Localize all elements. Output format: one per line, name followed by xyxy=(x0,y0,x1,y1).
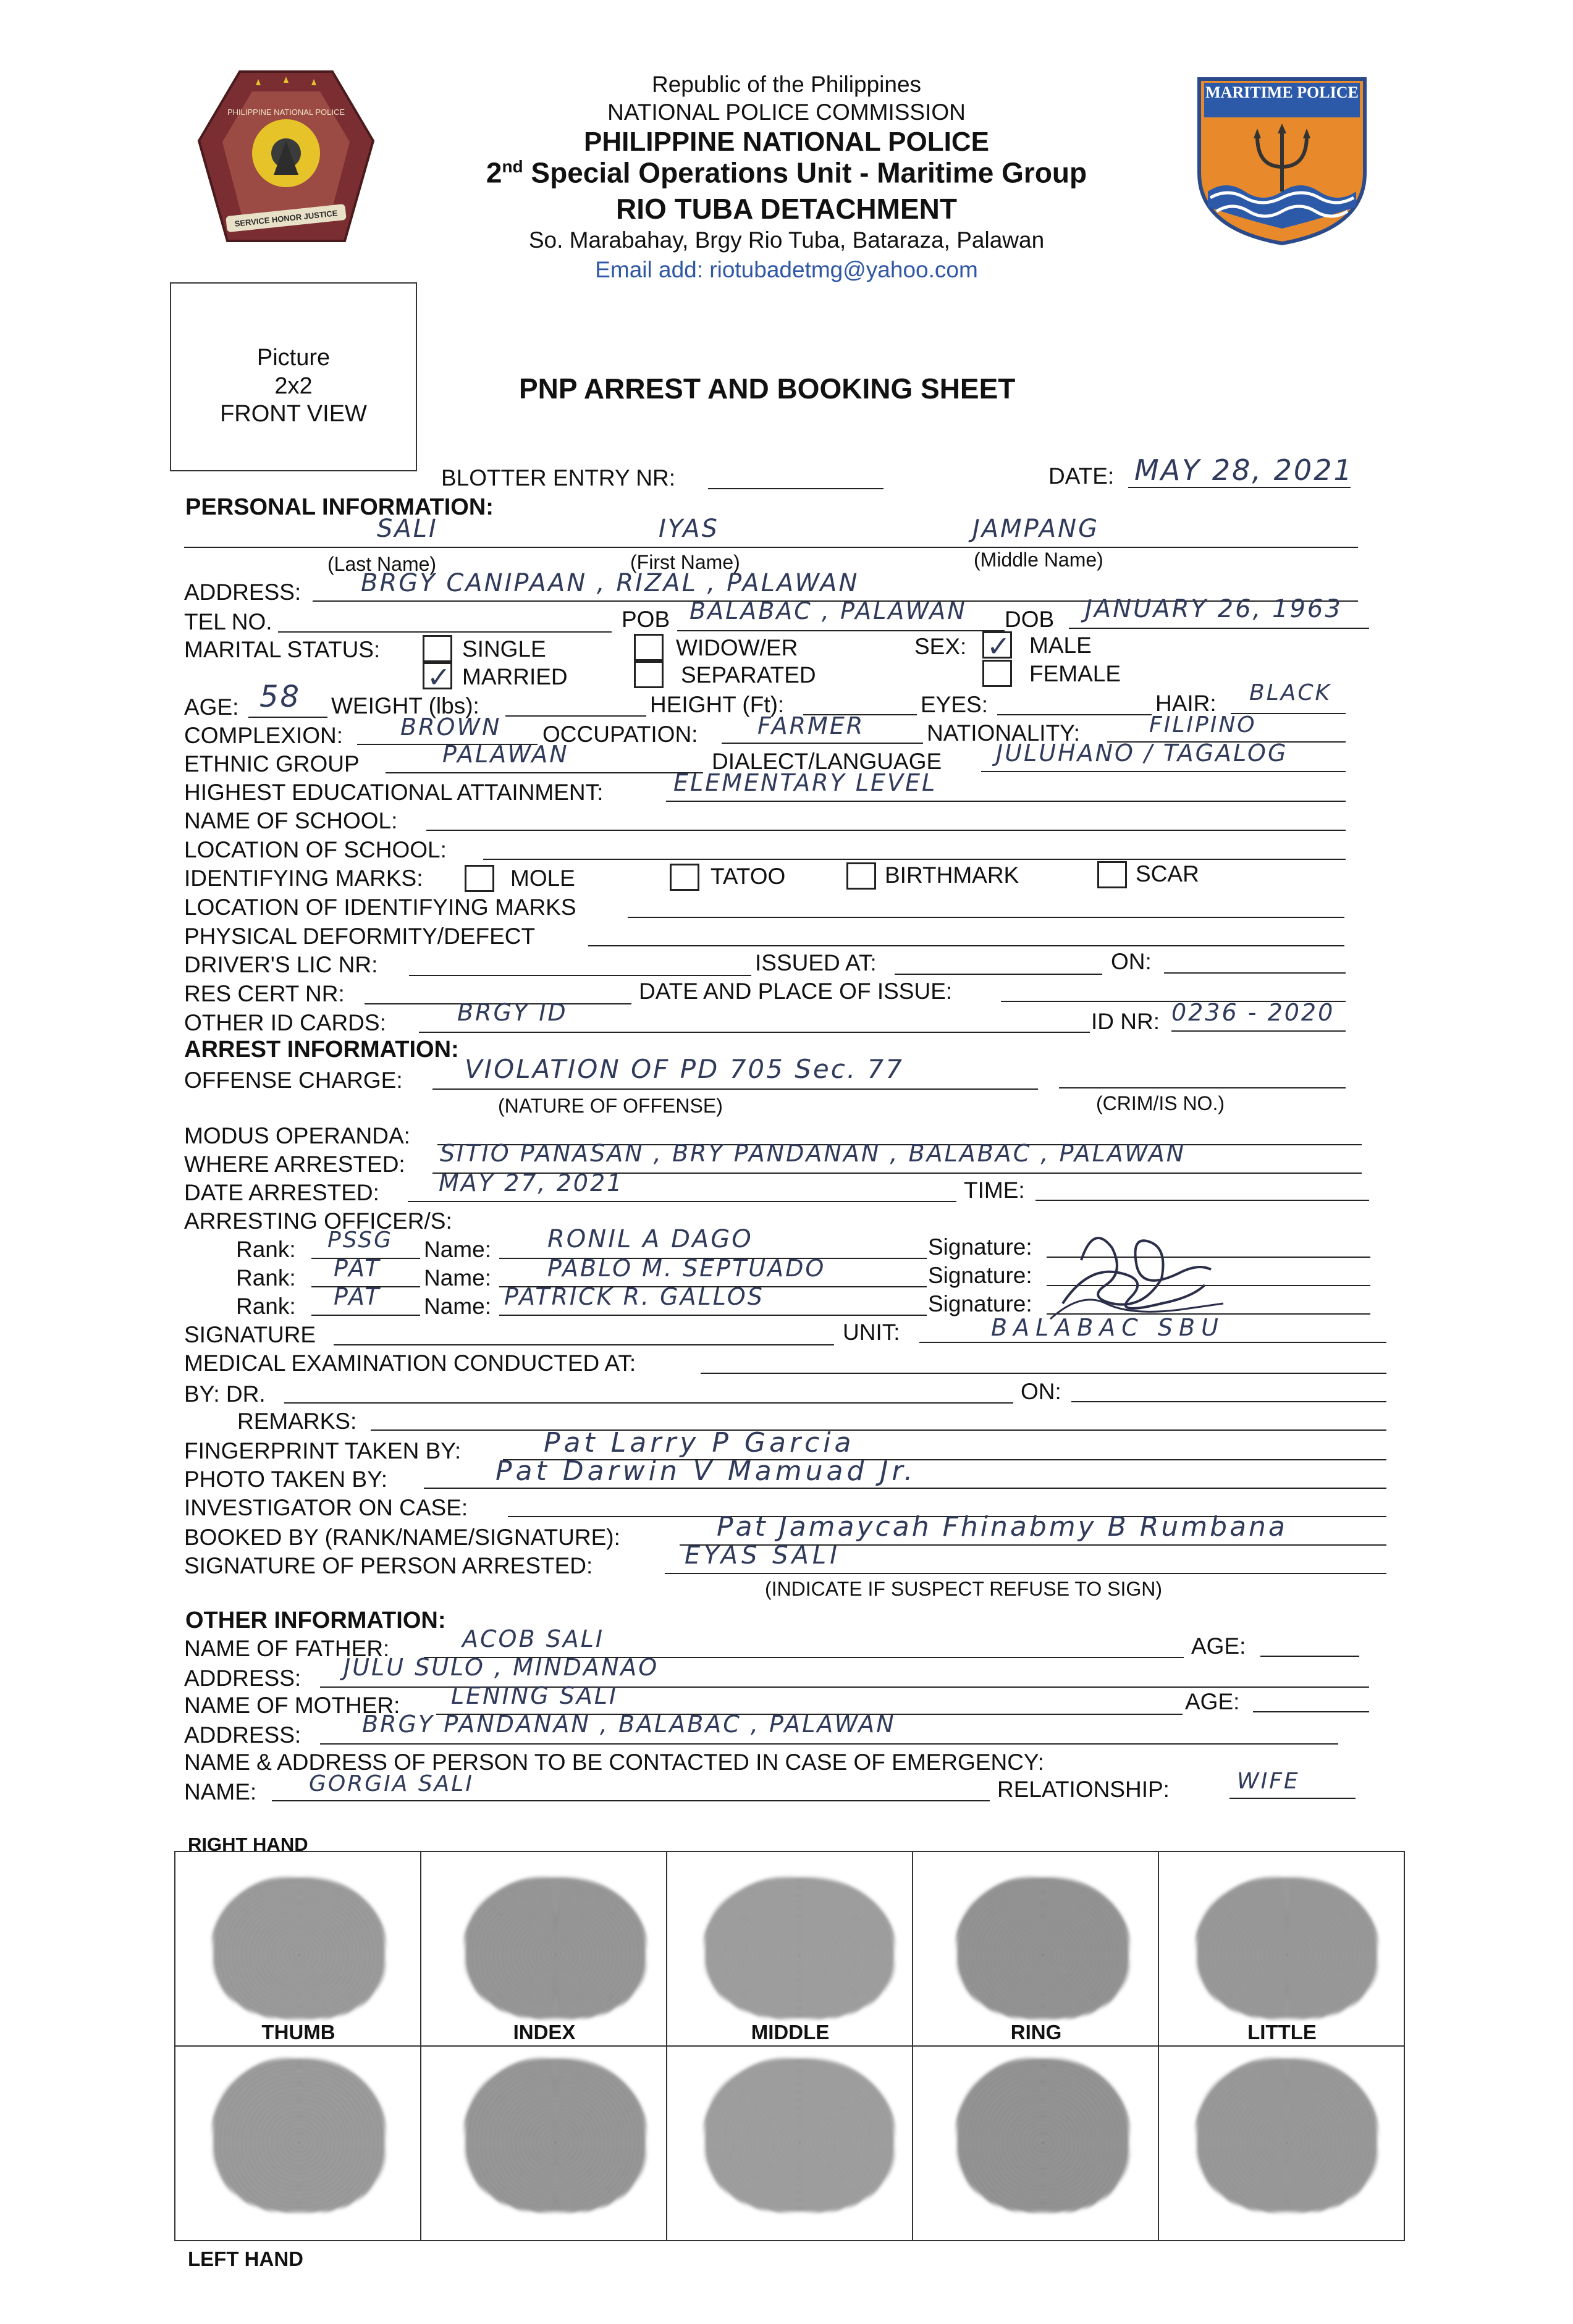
header-republic: Republic of the Philippines xyxy=(651,72,922,97)
married-label: MARRIED xyxy=(462,664,568,689)
officer3-signature-label: Signature: xyxy=(928,1291,1032,1316)
officer3-rank-label: Rank: xyxy=(236,1294,296,1319)
mother-age-field[interactable] xyxy=(1253,1711,1369,1712)
hair-value: BLACK xyxy=(1249,680,1332,705)
occupation-label: OCCUPATION: xyxy=(542,722,698,747)
finger-label-3: RING xyxy=(913,2022,1159,2042)
officer1-name-value: RONIL A DAGO xyxy=(547,1225,753,1253)
officer-signatures-scribble xyxy=(1038,1211,1260,1328)
age-label: AGE: xyxy=(184,694,239,720)
right-fingerprint-box-3 xyxy=(912,1851,1159,2047)
sex-label: SEX: xyxy=(914,634,967,659)
occupation-value: FARMER xyxy=(757,712,865,739)
lic-on-field[interactable] xyxy=(1164,972,1346,974)
hair-label: HAIR: xyxy=(1155,691,1217,716)
id-nr-value: 0236 - 2020 xyxy=(1171,999,1335,1026)
right-fingerprint-box-4 xyxy=(1158,1851,1405,2047)
finger-label-0: THUMB xyxy=(175,2022,421,2042)
fingerprint-grid xyxy=(174,1851,1405,2240)
res-cert-label: RES CERT NR: xyxy=(184,981,345,1006)
middle-name-value: JAMPANG xyxy=(972,515,1100,543)
issued-at-label: ISSUED AT: xyxy=(755,950,877,975)
unit-value: BALABAC SBU xyxy=(991,1314,1225,1341)
officer1-name-label: Name: xyxy=(424,1237,491,1262)
first-name-caption: (First Name) xyxy=(630,551,740,573)
fingerprint-impression xyxy=(213,1877,386,2019)
person-arrested-signature-label: SIGNATURE OF PERSON ARRESTED: xyxy=(184,1553,593,1578)
officer3-name-label: Name: xyxy=(424,1294,491,1319)
address-value: BRGY CANIPAAN , RIZAL , PALAWAN xyxy=(361,569,859,597)
officer2-name-label: Name: xyxy=(424,1265,491,1290)
exam-on-label: ON: xyxy=(1021,1379,1061,1404)
photo-box-line2: 2x2 xyxy=(274,373,313,399)
offense-field[interactable] xyxy=(432,1088,1038,1090)
dialect-field[interactable] xyxy=(981,771,1346,772)
photo-box-line3: FRONT VIEW xyxy=(220,401,367,427)
weight-field[interactable] xyxy=(505,715,646,717)
blotter-field[interactable] xyxy=(708,488,883,489)
scar-label: SCAR xyxy=(1136,861,1199,886)
marks-location-label: LOCATION OF IDENTIFYING MARKS xyxy=(184,895,576,920)
female-label: FEMALE xyxy=(1029,661,1121,686)
first-name-value: IYAS xyxy=(659,515,719,543)
header-unit-ordinal: nd xyxy=(502,157,523,176)
seal-ring-text: PHILIPPINE NATIONAL POLICE xyxy=(227,107,345,117)
nationality-label: NATIONALITY: xyxy=(927,720,1081,746)
married-check-mark: ✓ xyxy=(427,660,451,694)
left-fingerprint-box-4 xyxy=(1158,2045,1405,2241)
tel-label: TEL NO. xyxy=(184,609,272,634)
time-field[interactable] xyxy=(1035,1200,1369,1201)
fingerprint-impression xyxy=(1196,1877,1378,2019)
officer1-rank-label: Rank: xyxy=(236,1237,296,1262)
tatoo-label: TATOO xyxy=(711,864,786,889)
lic-on-label: ON: xyxy=(1111,949,1152,974)
birthmark-label: BIRTHMARK xyxy=(885,862,1019,888)
ethnic-group-field[interactable] xyxy=(386,772,703,773)
fingerprint-by-label: FINGERPRINT TAKEN BY: xyxy=(184,1438,462,1463)
modus-label: MODUS OPERANDA: xyxy=(184,1123,410,1148)
left-fingerprint-box-2 xyxy=(666,2045,913,2241)
other-id-label: OTHER ID CARDS: xyxy=(184,1010,386,1035)
fingerprint-impression xyxy=(704,1877,895,2019)
school-location-label: LOCATION OF SCHOOL: xyxy=(184,837,447,862)
tel-field[interactable] xyxy=(278,631,612,633)
single-label: SINGLE xyxy=(462,636,546,662)
photo-box xyxy=(170,282,417,471)
arresting-officers-label: ARRESTING OFFICER/S: xyxy=(184,1208,452,1234)
finger-label-1: INDEX xyxy=(421,2022,667,2042)
refuse-to-sign-caption: (INDICATE IF SUSPECT REFUSE TO SIGN) xyxy=(765,1578,1163,1600)
education-label: HIGHEST EDUCATIONAL ATTAINMENT: xyxy=(184,780,604,805)
marital-status-label: MARITAL STATUS: xyxy=(184,637,381,662)
dob-label: DOB xyxy=(1005,607,1055,632)
badge-title-text: MARITIME POLICE xyxy=(1205,83,1359,101)
exam-on-field[interactable] xyxy=(1071,1401,1386,1402)
fingerprint-impression xyxy=(956,2058,1129,2212)
fingerprint-impression xyxy=(213,2058,386,2212)
medical-exam-label: MEDICAL EXAMINATION CONDUCTED AT: xyxy=(184,1350,636,1376)
booked-by-value: Pat Jamaycah Fhinabmy B Rumbana xyxy=(717,1511,1288,1543)
father-address-value: JULU SULO , MINDANAO xyxy=(344,1654,659,1681)
date-arrested-field[interactable] xyxy=(408,1201,956,1202)
medical-exam-field[interactable] xyxy=(701,1373,1386,1374)
emergency-name-value: GORGIA SALI xyxy=(309,1771,474,1796)
mother-address-label: ADDRESS: xyxy=(184,1722,302,1748)
officer3-rank-value: PAT xyxy=(334,1283,381,1310)
photo-by-label: PHOTO TAKEN BY: xyxy=(184,1467,387,1492)
fingerprint-impression xyxy=(1196,2058,1378,2212)
birthmark-checkbox[interactable] xyxy=(846,862,876,890)
blotter-label: BLOTTER ENTRY NR: xyxy=(441,465,675,490)
full-name-field[interactable] xyxy=(184,547,1358,548)
pob-label: POB xyxy=(622,607,670,632)
single-checkbox[interactable] xyxy=(423,635,452,662)
photo-box-line1: Picture xyxy=(256,345,331,371)
drivers-lic-field[interactable] xyxy=(409,975,751,976)
officer3-name-value: PATRICK R. GALLOS xyxy=(504,1283,764,1310)
photo-by-value: Pat Darwin V Mamuad Jr. xyxy=(496,1455,917,1487)
signature-field[interactable] xyxy=(334,1344,834,1345)
date-arrested-label: DATE ARRESTED: xyxy=(184,1180,379,1205)
officer2-name-value: PABLO M. SEPTUADO xyxy=(547,1255,826,1282)
offense-value: VIOLATION OF PD 705 Sec. 77 xyxy=(465,1054,904,1084)
tatoo-checkbox[interactable] xyxy=(670,864,699,891)
header-address: So. Marabahay, Brgy Rio Tuba, Bataraza, Palawan xyxy=(528,227,1045,253)
male-check-mark: ✓ xyxy=(987,629,1011,663)
nature-of-offense-caption: (NATURE OF OFFENSE) xyxy=(498,1095,723,1117)
father-age-field[interactable] xyxy=(1260,1656,1359,1657)
officer1-rank-value: PSSG xyxy=(327,1227,394,1253)
widower-checkbox[interactable] xyxy=(634,634,664,661)
other-id-field[interactable] xyxy=(419,1032,1090,1033)
officer2-signature-label: Signature: xyxy=(928,1263,1032,1288)
relationship-label: RELATIONSHIP: xyxy=(997,1777,1170,1802)
left-hand-label: LEFT HAND xyxy=(188,2247,303,2270)
male-label: MALE xyxy=(1029,633,1092,658)
drivers-lic-label: DRIVER'S LIC NR: xyxy=(184,952,378,977)
education-field[interactable] xyxy=(666,801,1346,802)
eyes-field[interactable] xyxy=(997,714,1152,715)
height-label: HEIGHT (Ft): xyxy=(650,692,785,717)
booked-by-label: BOOKED BY (RANK/NAME/SIGNATURE): xyxy=(184,1525,620,1550)
father-address-label: ADDRESS: xyxy=(184,1665,302,1691)
emergency-name-field[interactable] xyxy=(272,1800,990,1801)
left-fingerprint-box-0 xyxy=(174,2045,421,2241)
header-unit xyxy=(0,158,1573,187)
ethnic-group-value: PALAWAN xyxy=(442,741,569,768)
school-location-field[interactable] xyxy=(483,859,1346,860)
father-name-label: NAME OF FATHER: xyxy=(184,1636,390,1661)
unit-field[interactable] xyxy=(919,1342,1386,1343)
fingerprint-impression xyxy=(956,1877,1129,2019)
date-label: DATE: xyxy=(1048,463,1115,489)
header-detachment: RIO TUBA DETACHMENT xyxy=(616,193,957,225)
right-fingerprint-box-1 xyxy=(420,1851,667,2047)
weight-label: WEIGHT (lbs): xyxy=(331,693,479,718)
header-unit-name: Special Operations Unit - Maritime Group xyxy=(523,156,1087,189)
person-arrested-signature-field[interactable] xyxy=(665,1573,1386,1574)
last-name-caption: (Last Name) xyxy=(327,553,437,575)
widower-label: WIDOW/ER xyxy=(676,635,798,660)
form-title: PNP ARREST AND BOOKING SHEET xyxy=(519,373,1016,405)
time-label: TIME: xyxy=(964,1177,1025,1203)
officer2-rank-label: Rank: xyxy=(236,1265,296,1290)
complexion-label: COMPLEXION: xyxy=(184,723,343,748)
deformity-label: PHYSICAL DEFORMITY/DEFECT xyxy=(184,924,536,949)
right-fingerprint-box-0 xyxy=(174,1851,421,2047)
where-arrested-label: WHERE ARRESTED: xyxy=(184,1151,405,1177)
other-info-heading: OTHER INFORMATION: xyxy=(185,1607,446,1633)
relationship-value: WIFE xyxy=(1237,1769,1300,1794)
officer3-name-field[interactable] xyxy=(499,1315,927,1316)
emergency-contact-label: NAME & ADDRESS OF PERSON TO BE CONTACTED IN CASE OF EMERGENCY: xyxy=(184,1749,1044,1775)
relationship-field[interactable] xyxy=(1229,1798,1356,1799)
officer2-rank-value: PAT xyxy=(334,1255,381,1282)
where-arrested-value: SITIO PANASAN , BRY PANDANAN , BALABAC , PALAWAN xyxy=(440,1140,1186,1167)
arrest-info-heading: ARREST INFORMATION: xyxy=(184,1037,459,1063)
remarks-field[interactable] xyxy=(371,1429,1386,1431)
marks-location-field[interactable] xyxy=(628,917,1344,918)
header-napolcom: NATIONAL POLICE COMMISSION xyxy=(607,99,966,125)
personal-info-heading: PERSONAL INFORMATION: xyxy=(185,494,494,520)
pob-field[interactable] xyxy=(677,630,1005,631)
remarks-label: REMARKS: xyxy=(237,1408,357,1434)
age-value: 58 xyxy=(259,680,302,714)
school-name-label: NAME OF SCHOOL: xyxy=(184,808,398,833)
mother-age-label: AGE: xyxy=(1185,1689,1240,1714)
person-arrested-signature-value: EYAS SALI xyxy=(685,1541,841,1570)
finger-label-2: MIDDLE xyxy=(667,2022,913,2042)
investigator-label: INVESTIGATOR ON CASE: xyxy=(184,1495,468,1520)
id-nr-field[interactable] xyxy=(1171,1030,1346,1032)
header-email: Email add: riotubadetmg@yahoo.com xyxy=(595,257,978,282)
right-hand-label: RIGHT HAND xyxy=(188,1834,308,1855)
school-name-field[interactable] xyxy=(426,830,1346,831)
left-fingerprint-box-1 xyxy=(420,2045,667,2241)
separated-checkbox[interactable] xyxy=(634,661,664,688)
eyes-label: EYES: xyxy=(921,692,988,717)
issue-place-label: DATE AND PLACE OF ISSUE: xyxy=(639,979,953,1004)
female-checkbox[interactable] xyxy=(982,660,1012,687)
male-checkbox[interactable] xyxy=(982,629,1012,663)
mother-address-field[interactable] xyxy=(320,1743,1338,1745)
father-name-value: ACOB SALI xyxy=(462,1625,605,1652)
dialect-label: DIALECT/LANGUAGE xyxy=(712,749,942,774)
fingerprint-impression xyxy=(704,2058,895,2212)
pob-value: BALABAC , PALAWAN xyxy=(690,597,967,625)
scar-checkbox[interactable] xyxy=(1097,861,1127,888)
finger-label-4: LITTLE xyxy=(1159,2022,1405,2042)
fingerprint-impression xyxy=(465,2058,646,2212)
mother-address-value: BRGY PANDANAN , BALABAC , PALAWAN xyxy=(362,1711,896,1738)
middle-name-caption: (Middle Name) xyxy=(974,549,1103,571)
date-value: MAY 28, 2021 xyxy=(1134,453,1354,487)
emergency-name-label: NAME: xyxy=(184,1779,257,1804)
complexion-value: BROWN xyxy=(400,714,502,741)
last-name-value: SALI xyxy=(377,515,438,543)
offense-label: OFFENSE CHARGE: xyxy=(184,1067,403,1093)
id-nr-label: ID NR: xyxy=(1091,1009,1160,1034)
father-age-label: AGE: xyxy=(1191,1633,1246,1659)
signature-label: SIGNATURE xyxy=(184,1322,316,1347)
other-id-value: BRGY ID xyxy=(457,999,568,1026)
right-fingerprint-box-2 xyxy=(666,1851,913,2047)
separated-label: SEPARATED xyxy=(681,662,816,688)
identifying-marks-label: IDENTIFYING MARKS: xyxy=(184,865,423,891)
address-label: ADDRESS: xyxy=(184,579,302,605)
unit-label: UNIT: xyxy=(843,1320,900,1345)
by-dr-label: BY: DR. xyxy=(184,1381,266,1407)
dialect-value: JULUHANO / TAGALOG xyxy=(996,739,1288,767)
nationality-value: FILIPINO xyxy=(1149,712,1257,738)
seal-motto-text: SERVICE HONOR JUSTICE xyxy=(234,208,339,229)
photo-by-field[interactable] xyxy=(424,1488,1386,1489)
fingerprint-impression xyxy=(465,1877,646,2019)
occupation-field[interactable] xyxy=(722,743,923,744)
crim-no-field[interactable] xyxy=(1059,1087,1346,1088)
mother-name-value: LENING SALI xyxy=(451,1682,618,1709)
fingerprint-by-value: Pat Larry P Garcia xyxy=(544,1427,855,1459)
officer3-rank-field[interactable] xyxy=(311,1315,420,1316)
header-pnp: PHILIPPINE NATIONAL POLICE xyxy=(584,127,989,157)
mole-label: MOLE xyxy=(510,865,575,891)
date-field[interactable] xyxy=(1128,487,1351,488)
age-field[interactable] xyxy=(248,717,327,718)
header-unit-number: 2 xyxy=(486,156,502,189)
mother-name-label: NAME OF MOTHER: xyxy=(184,1693,400,1718)
deformity-field[interactable] xyxy=(588,945,1344,946)
by-dr-field[interactable] xyxy=(284,1402,1013,1404)
left-fingerprint-box-3 xyxy=(912,2045,1159,2241)
officer1-signature-label: Signature: xyxy=(928,1234,1032,1260)
crim-no-caption: (CRIM/IS NO.) xyxy=(1096,1092,1225,1114)
dob-value: JANUARY 26, 1963 xyxy=(1085,595,1343,623)
mole-checkbox[interactable] xyxy=(465,865,494,892)
ethnic-group-label: ETHNIC GROUP xyxy=(184,751,360,777)
issued-at-field[interactable] xyxy=(895,974,1102,975)
married-checkbox[interactable] xyxy=(423,660,452,694)
dob-field[interactable] xyxy=(1069,628,1369,629)
date-arrested-value: MAY 27, 2021 xyxy=(439,1169,624,1197)
education-value: ELEMENTARY LEVEL xyxy=(673,769,937,796)
